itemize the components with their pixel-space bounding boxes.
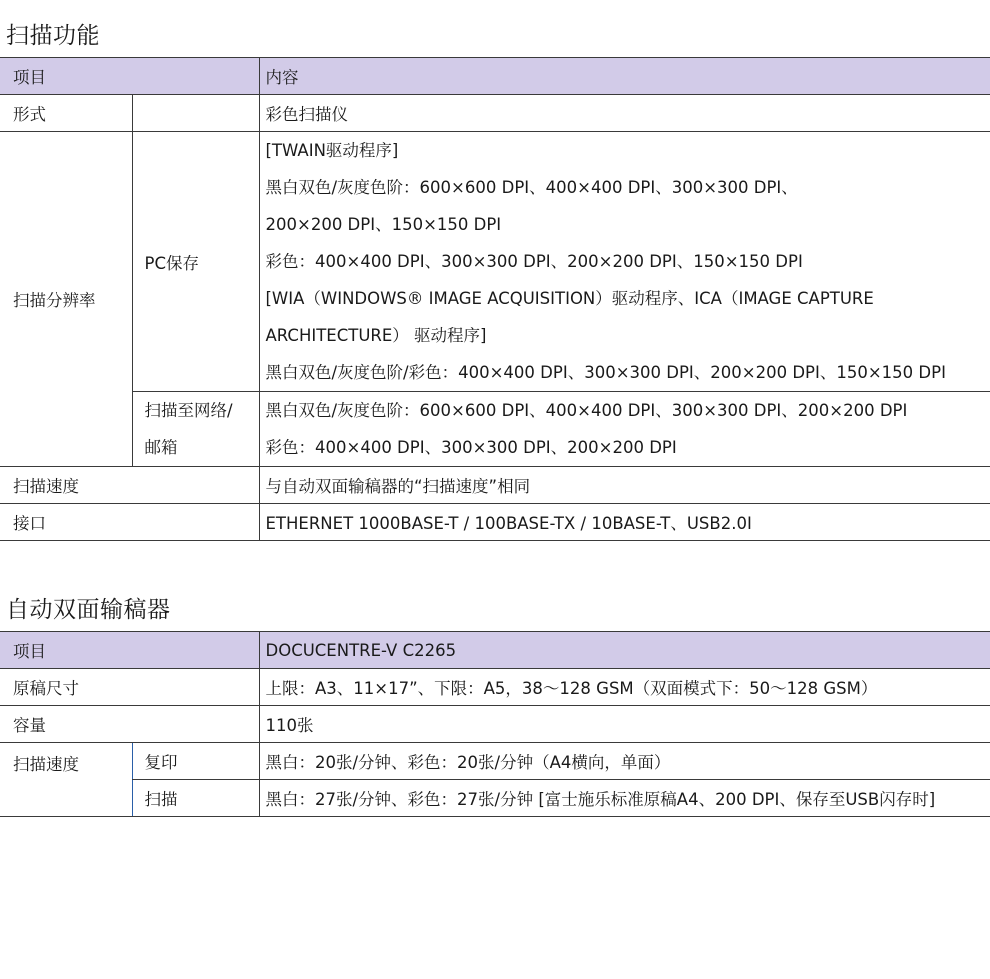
form-value: 彩色扫描仪 — [259, 95, 990, 132]
adf-spec-table — [0, 631, 990, 817]
table-row — [0, 743, 990, 780]
scan-spec-table — [0, 57, 990, 541]
speed-label: 扫描速度 — [0, 467, 259, 504]
network-label — [132, 392, 259, 467]
resolution-label: 扫描分辨率 — [0, 132, 132, 467]
network-value — [259, 392, 990, 467]
capacity-label: 容量 — [0, 706, 259, 743]
capacity-value: 110张 — [259, 706, 990, 743]
network-label-line: 邮箱 — [144, 438, 178, 457]
scan-value: 黑白：27张/分钟、彩色：27张/分钟 [富士施乐标准原稿A4、200 DPI、保存至USB闪存时] — [259, 780, 990, 817]
table-row — [0, 132, 990, 392]
copy-value: 黑白：20张/分钟、彩色：20张/分钟（A4横向，单面） — [259, 743, 990, 780]
scan-label: 扫描 — [132, 780, 259, 817]
header-model: DOCUCENTRE-V C2265 — [259, 632, 990, 669]
pc-line: 200×200 DPI、150×150 DPI — [265, 215, 502, 234]
pc-save-value — [259, 132, 990, 392]
scan-section-title: 扫描功能 — [6, 23, 100, 49]
interface-label: 接口 — [0, 504, 259, 541]
form-sub-empty — [132, 95, 259, 132]
adf-speed-label: 扫描速度 — [0, 743, 132, 817]
header-item: 项目 — [0, 58, 259, 95]
pc-line: 黑白双色/灰度色阶：600×600 DPI、400×400 DPI、300×300 DPI、 — [265, 178, 798, 197]
interface-value: ETHERNET 1000BASE-T / 100BASE-TX / 10BASE-T、USB2.0I — [259, 504, 990, 541]
speed-value: 与自动双面输稿器的“扫描速度”相同 — [259, 467, 990, 504]
adf-section-title: 自动双面输稿器 — [6, 597, 171, 623]
pc-save-label: PC保存 — [132, 132, 259, 392]
pc-line: ARCHITECTURE） 驱动程序] — [265, 326, 487, 345]
pc-line: [TWAIN驱动程序] — [265, 141, 399, 160]
header-content: 内容 — [259, 58, 990, 95]
network-line: 彩色：400×400 DPI、300×300 DPI、200×200 DPI — [265, 438, 677, 457]
table-row — [0, 706, 990, 743]
size-label: 原稿尺寸 — [0, 669, 259, 706]
header-item: 项目 — [0, 632, 259, 669]
table-row — [0, 467, 990, 504]
pc-line: 彩色：400×400 DPI、300×300 DPI、200×200 DPI、150×150 DPI — [265, 252, 803, 271]
network-label-line: 扫描至网络/ — [144, 401, 233, 420]
copy-label: 复印 — [132, 743, 259, 780]
table-row — [0, 504, 990, 541]
table-row — [0, 392, 990, 467]
table-row — [0, 780, 990, 817]
form-label: 形式 — [0, 95, 132, 132]
table-header-row — [0, 632, 990, 669]
table-row — [0, 669, 990, 706]
pc-line: 黑白双色/灰度色阶/彩色：400×400 DPI、300×300 DPI、200×200 DPI、150×150 DPI — [265, 363, 946, 382]
table-header-row — [0, 58, 990, 95]
size-value: 上限：A3、11×17”、下限：A5，38～128 GSM（双面模式下：50～128 GSM） — [259, 669, 990, 706]
pc-line: [WIA（WINDOWS® IMAGE ACQUISITION）驱动程序、ICA（IMAGE CAPTURE — [265, 289, 874, 308]
network-line: 黑白双色/灰度色阶：600×600 DPI、400×400 DPI、300×300 DPI、200×200 DPI — [265, 401, 908, 420]
table-row — [0, 95, 990, 132]
